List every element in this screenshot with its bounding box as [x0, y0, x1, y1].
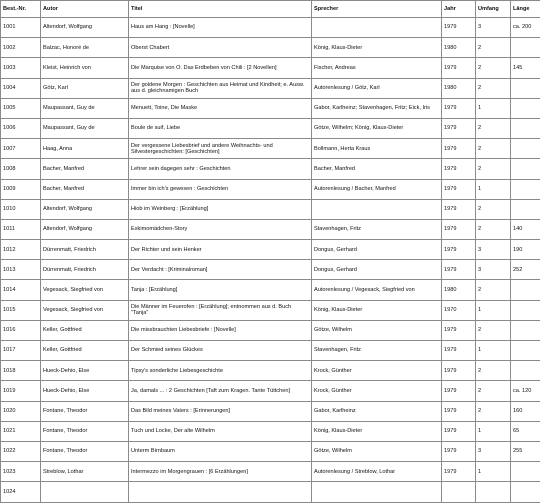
extent-cell: 2 — [476, 159, 511, 179]
extent-cell: 1 — [476, 462, 511, 482]
author-cell: Keller, Gottfried — [41, 320, 129, 340]
order-number-cell: 1023 — [1, 462, 41, 482]
extent-cell: 2 — [476, 401, 511, 421]
length-cell: ca. 200 — [511, 18, 540, 38]
table-row — [1, 139, 540, 159]
year-cell: 1979 — [442, 341, 476, 361]
year-cell: 1979 — [442, 18, 476, 38]
title-cell: Menuett, Toine, Die Maske — [129, 98, 312, 118]
narrator-cell: Autorenlesung / Vegesack, Siegfried von — [312, 280, 442, 300]
extent-cell — [476, 482, 511, 502]
year-cell: 1979 — [442, 240, 476, 260]
narrator-cell: Autorenlesung / Götz, Karl — [312, 78, 442, 98]
narrator-cell — [312, 18, 442, 38]
extent-cell: 3 — [476, 441, 511, 461]
length-cell: 255 — [511, 441, 540, 461]
title-cell: Die Marquise von O. Das Erdbeben von Chili : [2 Novellen] — [129, 58, 312, 78]
order-number-cell: 1018 — [1, 361, 41, 381]
author-cell: Götz, Karl — [41, 78, 129, 98]
catalog-body — [1, 18, 540, 503]
year-cell: 1979 — [442, 98, 476, 118]
table-row — [1, 462, 540, 482]
title-cell: Die Männer im Feuerofen : [Erzählung]; entnommen aus d. Buch "Tanja" — [129, 300, 312, 320]
title-cell: Tipsy's sonderliche Liebesgeschichte — [129, 361, 312, 381]
title-cell: Tuch und Locke, Der alte Wilhelm — [129, 421, 312, 441]
length-cell — [511, 179, 540, 199]
order-number-cell: 1007 — [1, 139, 41, 159]
title-cell: Tanja : [Erzählung] — [129, 280, 312, 300]
order-number-cell: 1020 — [1, 401, 41, 421]
extent-cell: 2 — [476, 118, 511, 138]
title-cell: Unterm Birnbaum — [129, 441, 312, 461]
order-number-cell: 1021 — [1, 421, 41, 441]
table-row — [1, 381, 540, 401]
column-header-narrator: Sprecher — [312, 1, 442, 18]
table-row — [1, 58, 540, 78]
narrator-cell: Gabor, Karlheinz; Stavenhagen, Fritz; Eick, Iris — [312, 98, 442, 118]
title-cell: Der goldene Morgen : Geschichten aus Heimat und Kindheit; e. Ausw. aus d. gleichnamigen Buch — [129, 78, 312, 98]
table-row — [1, 38, 540, 58]
year-cell — [442, 482, 476, 502]
order-number-cell: 1009 — [1, 179, 41, 199]
narrator-cell: Krock, Günther — [312, 361, 442, 381]
narrator-cell: König, Klaus-Dieter — [312, 421, 442, 441]
extent-cell: 3 — [476, 260, 511, 280]
extent-cell: 2 — [476, 361, 511, 381]
author-cell: Maupassant, Guy de — [41, 118, 129, 138]
narrator-cell: Götze, Wilhelm; König, Klaus-Dieter — [312, 118, 442, 138]
order-number-cell: 1001 — [1, 18, 41, 38]
length-cell — [511, 78, 540, 98]
extent-cell: 2 — [476, 219, 511, 239]
extent-cell: 2 — [476, 58, 511, 78]
length-cell: ca. 120 — [511, 381, 540, 401]
author-cell: Dürrenmatt, Friedrich — [41, 240, 129, 260]
table-row — [1, 240, 540, 260]
narrator-cell: Autorenlesung / Streblow, Lothar — [312, 462, 442, 482]
narrator-cell: Götze, Wilhelm — [312, 320, 442, 340]
author-cell: Balzac, Honoré de — [41, 38, 129, 58]
author-cell: Maupassant, Guy de — [41, 98, 129, 118]
table-row — [1, 199, 540, 219]
title-cell: Eskimomädchen-Story — [129, 219, 312, 239]
author-cell: Fontane, Theodor — [41, 401, 129, 421]
author-cell: Altendorf, Wolfgang — [41, 199, 129, 219]
extent-cell: 2 — [476, 199, 511, 219]
length-cell — [511, 320, 540, 340]
table-row — [1, 78, 540, 98]
table-row — [1, 280, 540, 300]
title-cell: Hiob im Weinberg : [Erzählung] — [129, 199, 312, 219]
narrator-cell: Götze, Wilhelm — [312, 441, 442, 461]
order-number-cell: 1012 — [1, 240, 41, 260]
author-cell: Hueck-Dehio, Else — [41, 361, 129, 381]
extent-cell: 2 — [476, 381, 511, 401]
narrator-cell: Bacher, Manfred — [312, 159, 442, 179]
title-cell — [129, 482, 312, 502]
author-cell: Keller, Gottfried — [41, 341, 129, 361]
year-cell: 1980 — [442, 280, 476, 300]
table-row — [1, 219, 540, 239]
year-cell: 1970 — [442, 300, 476, 320]
length-cell: 145 — [511, 58, 540, 78]
order-number-cell: 1005 — [1, 98, 41, 118]
table-row — [1, 320, 540, 340]
author-cell: Altendorf, Wolfgang — [41, 18, 129, 38]
table-row — [1, 260, 540, 280]
table-row — [1, 18, 540, 38]
order-number-cell: 1019 — [1, 381, 41, 401]
title-cell: Oberst Chabert — [129, 38, 312, 58]
table-row — [1, 361, 540, 381]
author-cell: Kleist, Heinrich von — [41, 58, 129, 78]
title-cell: Intermezzo im Morgengrauen : [6 Erzählungen] — [129, 462, 312, 482]
title-cell: Das Bild meines Vaters : [Erinnerungen] — [129, 401, 312, 421]
length-cell: 140 — [511, 219, 540, 239]
title-cell: Lehrer sein dagegen sehr : Geschichten — [129, 159, 312, 179]
length-cell: 65 — [511, 421, 540, 441]
title-cell: Haus am Hang : [Novelle] — [129, 18, 312, 38]
extent-cell: 3 — [476, 18, 511, 38]
narrator-cell: Autorenlesung / Bacher, Manfred — [312, 179, 442, 199]
order-number-cell: 1022 — [1, 441, 41, 461]
year-cell: 1979 — [442, 219, 476, 239]
narrator-cell: König, Klaus-Dieter — [312, 300, 442, 320]
title-cell: Immer bin ich's gewesen : Geschichten — [129, 179, 312, 199]
column-header-length: Länge — [511, 1, 540, 18]
column-header-order-number: Best.-Nr. — [1, 1, 41, 18]
author-cell: Vegesack, Siegfried von — [41, 300, 129, 320]
extent-cell: 1 — [476, 300, 511, 320]
narrator-cell: Dongus, Gerhard — [312, 240, 442, 260]
year-cell: 1979 — [442, 441, 476, 461]
length-cell — [511, 118, 540, 138]
length-cell — [511, 280, 540, 300]
title-cell: Boule de suif, Liebe — [129, 118, 312, 138]
year-cell: 1980 — [442, 78, 476, 98]
narrator-cell — [312, 482, 442, 502]
narrator-cell: Gabor, Karlheinz — [312, 401, 442, 421]
year-cell: 1979 — [442, 361, 476, 381]
narrator-cell — [312, 199, 442, 219]
order-number-cell: 1003 — [1, 58, 41, 78]
order-number-cell: 1004 — [1, 78, 41, 98]
narrator-cell: Dongus, Gerhard — [312, 260, 442, 280]
narrator-cell: Bollmann, Herta Kraus — [312, 139, 442, 159]
table-row — [1, 118, 540, 138]
author-cell: Dürrenmatt, Friedrich — [41, 260, 129, 280]
length-cell — [511, 139, 540, 159]
column-header-title: Titel — [129, 1, 312, 18]
order-number-cell: 1013 — [1, 260, 41, 280]
length-cell — [511, 341, 540, 361]
title-cell: Ja, damals ... : 2 Geschichten [Taft zum Kragen. Tante Tüttchen] — [129, 381, 312, 401]
title-cell: Die missbrauchten Liebesbriefe : [Novelle] — [129, 320, 312, 340]
year-cell: 1979 — [442, 159, 476, 179]
author-cell: Haag, Anna — [41, 139, 129, 159]
year-cell: 1979 — [442, 139, 476, 159]
length-cell: 252 — [511, 260, 540, 280]
length-cell — [511, 300, 540, 320]
column-header-author: Autor — [41, 1, 129, 18]
length-cell — [511, 462, 540, 482]
length-cell: 190 — [511, 240, 540, 260]
order-number-cell: 1016 — [1, 320, 41, 340]
author-cell: Bacher, Manfred — [41, 159, 129, 179]
order-number-cell: 1014 — [1, 280, 41, 300]
order-number-cell: 1002 — [1, 38, 41, 58]
table-row — [1, 482, 540, 502]
column-header-extent: Umfang — [476, 1, 511, 18]
length-cell — [511, 38, 540, 58]
length-cell — [511, 361, 540, 381]
order-number-cell: 1008 — [1, 159, 41, 179]
extent-cell: 1 — [476, 421, 511, 441]
year-cell: 1979 — [442, 320, 476, 340]
author-cell: Vegesack, Siegfried von — [41, 280, 129, 300]
narrator-cell: Krock, Günther — [312, 381, 442, 401]
title-cell: Der Verdacht : [Kriminalroman] — [129, 260, 312, 280]
year-cell: 1979 — [442, 58, 476, 78]
year-cell: 1979 — [442, 199, 476, 219]
extent-cell: 2 — [476, 139, 511, 159]
order-number-cell: 1010 — [1, 199, 41, 219]
year-cell: 1979 — [442, 381, 476, 401]
author-cell — [41, 482, 129, 502]
length-cell — [511, 98, 540, 118]
extent-cell: 2 — [476, 320, 511, 340]
extent-cell: 1 — [476, 179, 511, 199]
year-cell: 1979 — [442, 462, 476, 482]
author-cell: Bacher, Manfred — [41, 179, 129, 199]
order-number-cell: 1024 — [1, 482, 41, 502]
table-row — [1, 159, 540, 179]
order-number-cell: 1015 — [1, 300, 41, 320]
author-cell: Altendorf, Wolfgang — [41, 219, 129, 239]
order-number-cell: 1006 — [1, 118, 41, 138]
year-cell: 1979 — [442, 179, 476, 199]
length-cell — [511, 199, 540, 219]
table-row — [1, 421, 540, 441]
header-row — [1, 1, 540, 18]
author-cell: Fontane, Theodor — [41, 421, 129, 441]
extent-cell: 1 — [476, 98, 511, 118]
table-row — [1, 341, 540, 361]
order-number-cell: 1017 — [1, 341, 41, 361]
table-row — [1, 300, 540, 320]
narrator-cell: Fischer, Andreas — [312, 58, 442, 78]
length-cell — [511, 482, 540, 502]
narrator-cell: Stavenhagen, Fritz — [312, 341, 442, 361]
order-number-cell: 1011 — [1, 219, 41, 239]
year-cell: 1979 — [442, 421, 476, 441]
author-cell: Streblow, Lothar — [41, 462, 129, 482]
title-cell: Der Schmied seines Glückes — [129, 341, 312, 361]
table-row — [1, 179, 540, 199]
extent-cell: 1 — [476, 341, 511, 361]
table-row — [1, 441, 540, 461]
narrator-cell: Stavenhagen, Fritz — [312, 219, 442, 239]
length-cell — [511, 159, 540, 179]
extent-cell: 2 — [476, 38, 511, 58]
table-row — [1, 98, 540, 118]
year-cell: 1980 — [442, 38, 476, 58]
year-cell: 1979 — [442, 401, 476, 421]
length-cell: 160 — [511, 401, 540, 421]
title-cell: Der Richter und sein Henker — [129, 240, 312, 260]
title-cell: Der vergessene Liebesbrief und andere Weihnachts- und Silvestergeschichten: [Geschichten] — [129, 139, 312, 159]
author-cell: Hueck-Dehio, Else — [41, 381, 129, 401]
year-cell: 1979 — [442, 118, 476, 138]
extent-cell: 3 — [476, 240, 511, 260]
extent-cell: 2 — [476, 280, 511, 300]
column-header-year: Jahr — [442, 1, 476, 18]
narrator-cell: König, Klaus-Dieter — [312, 38, 442, 58]
table-row — [1, 401, 540, 421]
year-cell: 1979 — [442, 260, 476, 280]
extent-cell: 2 — [476, 78, 511, 98]
author-cell: Fontane, Theodor — [41, 441, 129, 461]
